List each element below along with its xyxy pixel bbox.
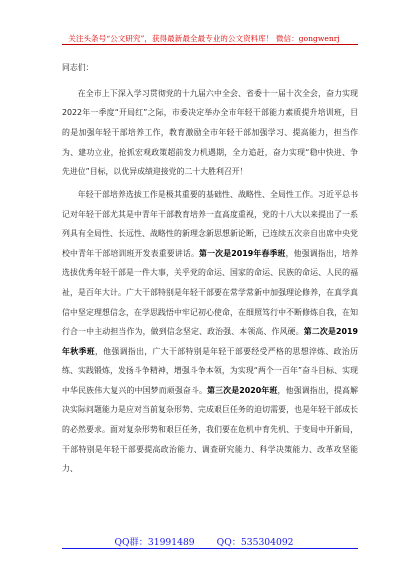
header-banner: 关注头条号“公文研究”，获得最新最全最专业的公文资料库！ 微信：gongwenrj [68,34,340,43]
footer-qq: QQ：535304092 [216,537,294,548]
footer-contact [0,534,408,548]
document-body [62,58,358,479]
class-2020-label: 第三次是2020年班 [207,385,278,395]
spring-class-2019-label: 第一次是2019年春季班 [199,248,286,258]
paragraph-1: 在全市上下深入学习贯彻党的十九届六中全会、省委十一届十次全会，奋力实现2022年一季度“开局红”之际，市委决定举办全市年轻干部能力素质提升培训班，目的是加强年轻干部培养工作，教育激励全市年轻干部加强学习、提高能力，担当作为、建功立业，抢抓宏观政策超前发力机遇期，全力追赶，奋力实现“稳中快进、争先进位”目标，以优异成绩迎接党的二十大胜利召开！ [62,88,358,177]
paragraph-2-text-c: ，他强调指出，培养选拔优秀年轻干部是一件大事，关乎党的命运、国家的命运、民族的命运、人民的福祉，是百年大计。广大干部特别是年轻干部要在常学常新中加强理论修养，在真学真信中坚定理想信念，在学思践悟中牢记初心使命，在细照笃行中不断修炼自我，在知行合一中主动担当作为，做到信念坚定、政治强、本领高、作风硬。 [62,248,358,337]
paragraph-2-text-g: ，他强调指出，提高解决实际问题能力是应对当前复杂形势、完成艰巨任务的迫切需要，也是年轻干部成长的必然要求。面对复杂形势和艰巨任务，我们要在危机中育先机、于变局中开新局，干部特别是年轻干部要提高政治能力、调查研究能力、科学决策能力、改革攻坚能力、 [62,385,358,474]
paragraph-2 [62,185,358,479]
footer-qq-group: QQ群：31991489 [114,537,195,548]
paragraph-2-text-a: 年轻干部培养选拔工作是极其重要的基础性、战略性、全局性工作。习近平总书记对年轻干部尤其是中青年干部教育培养一直高度重视，党的十八大以来提出了一系列具有全局性、长远性、战略性的新理念新思想新论断，已连续五次亲自出席中央党校中青年干部培训班开发表重要讲话。 [62,189,358,258]
autumn-class-2019-label: 第二次是2019年秋季班 [62,327,358,356]
footer-divider [62,548,358,549]
paragraph-2-text-e: ，他强调指出，广大干部特别是年轻干部要经受严格的思想淬炼、政治历练、实践锻炼，发扬斗争精神，增强斗争本领，为实现“两个一百年”奋斗目标、实现中华民族伟大复兴的中国梦而顽强奋斗。 [62,346,358,395]
salutation: 同志们： [62,63,94,72]
header-divider [62,44,358,45]
